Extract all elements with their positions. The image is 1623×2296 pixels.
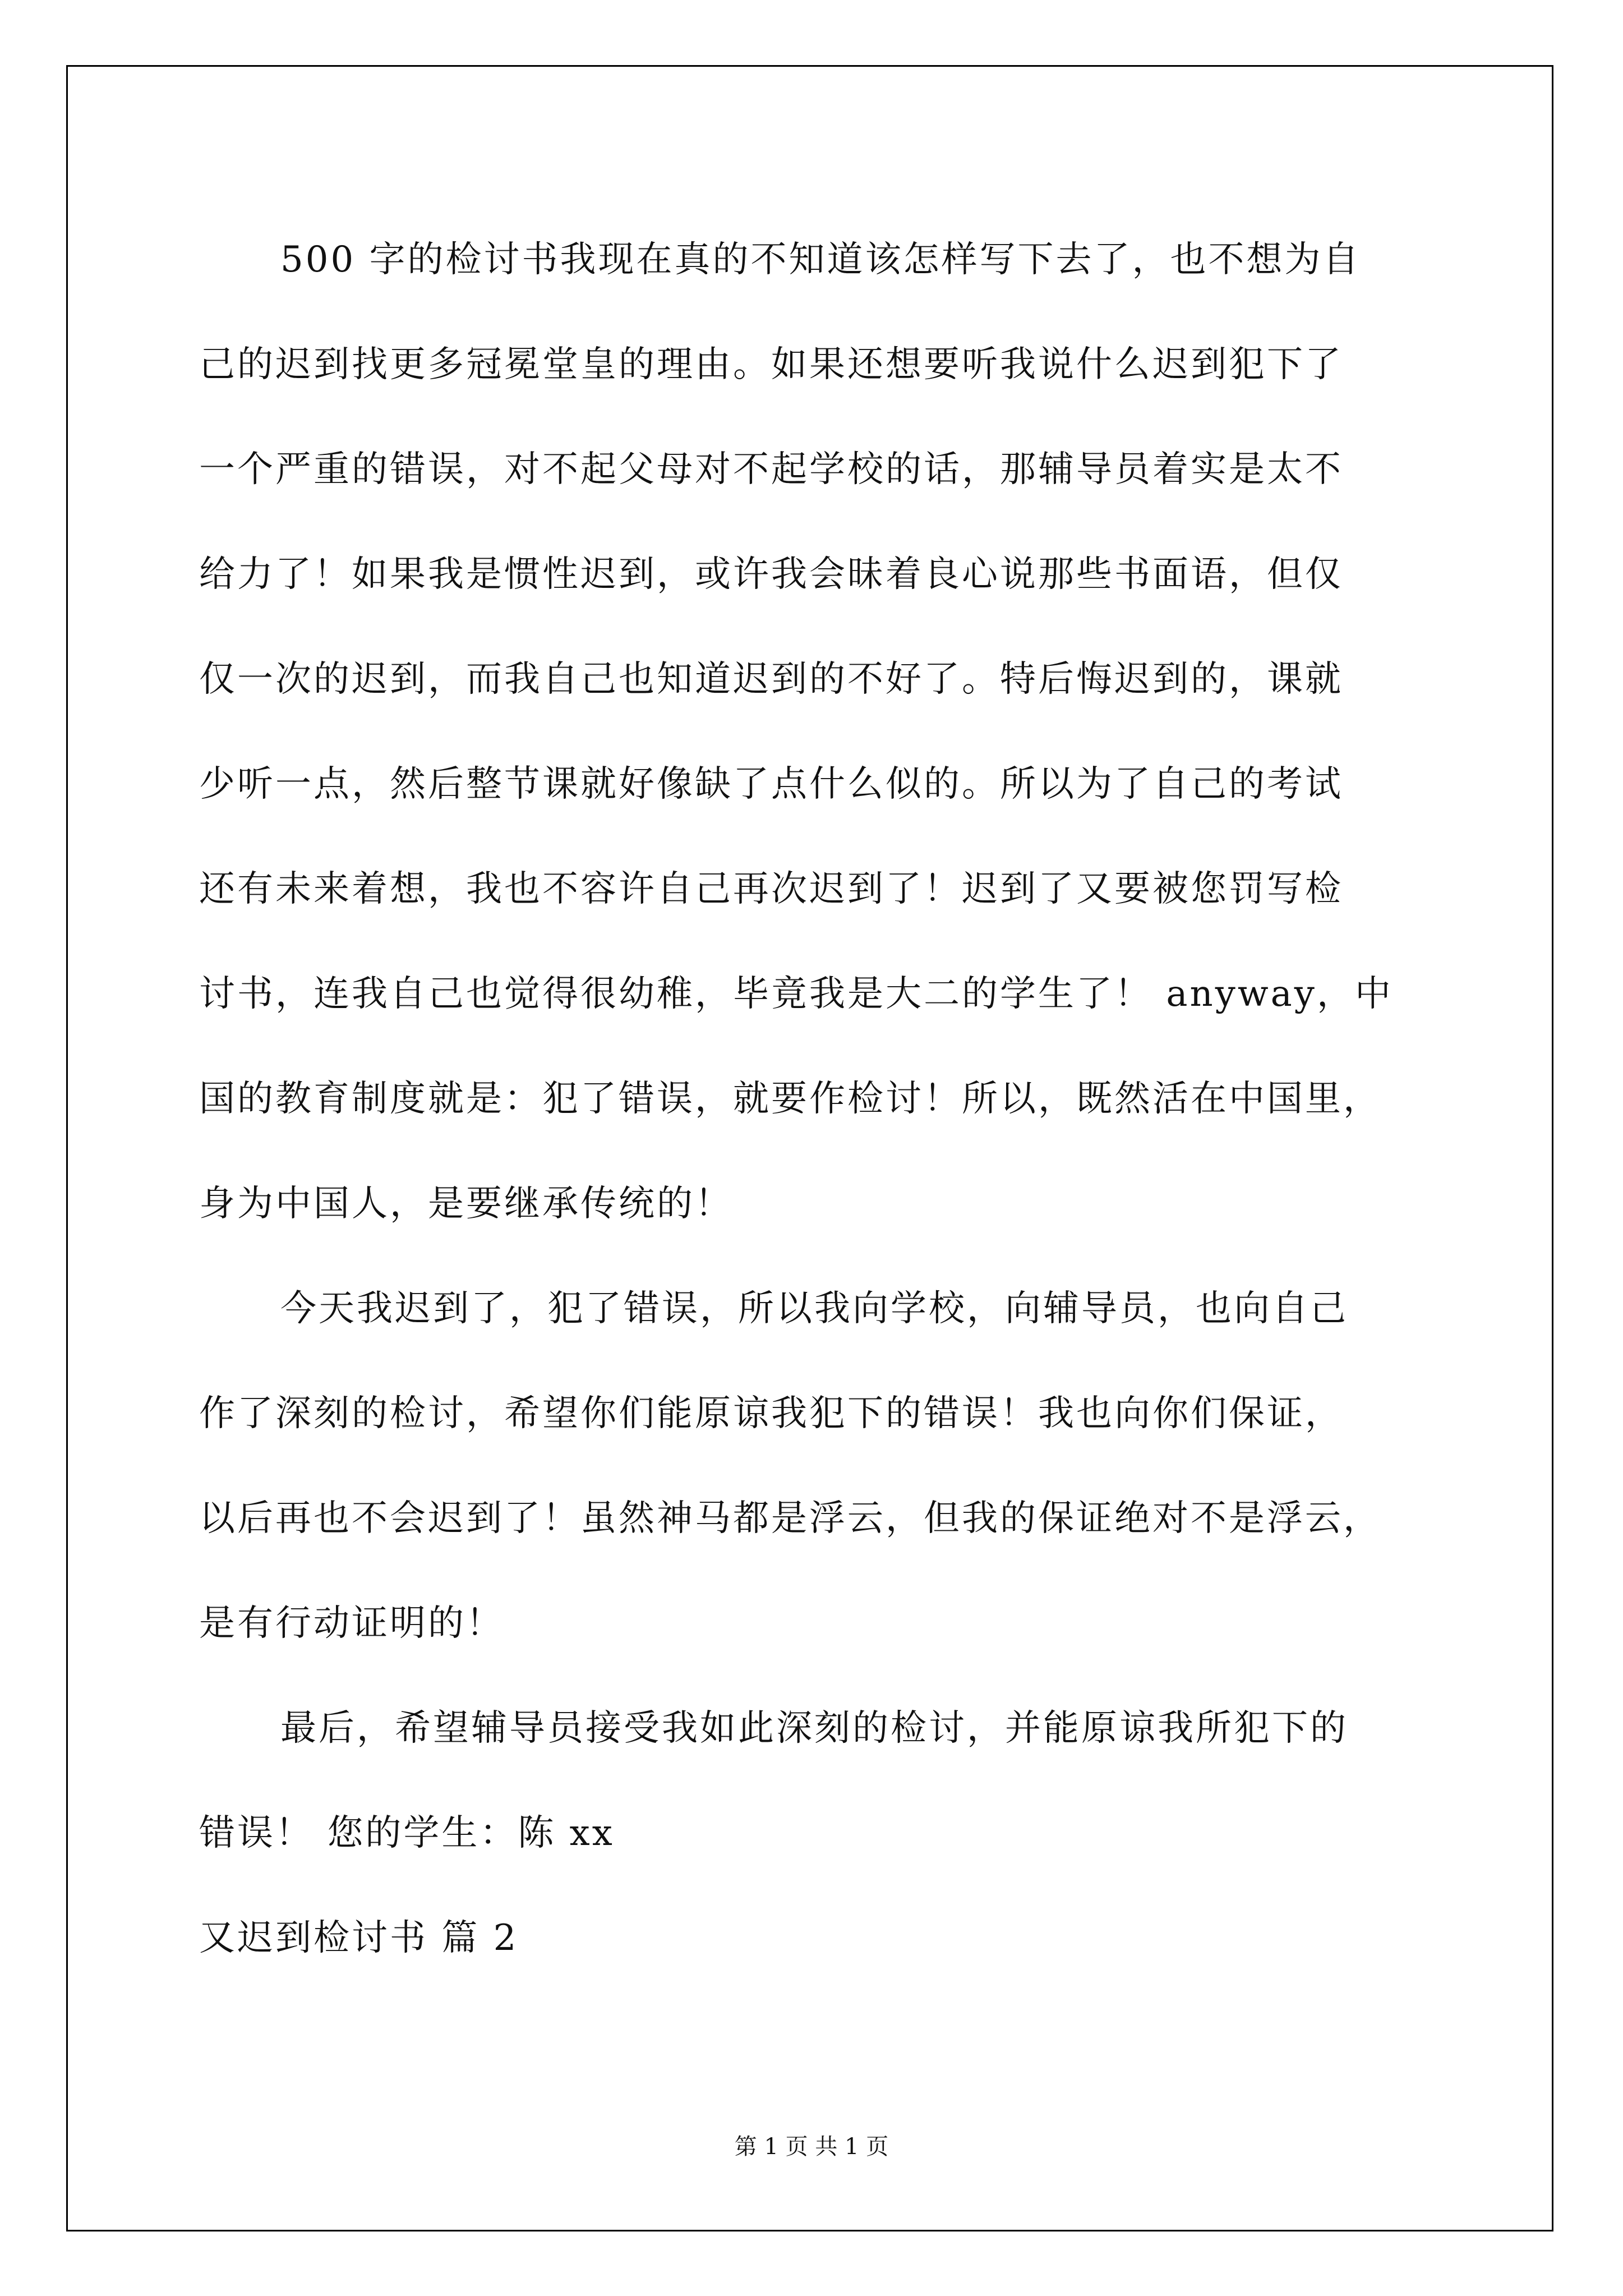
text-line: 作了深刻的检讨，希望你们能原谅我犯下的错误！我也向你们保证， (199, 1393, 1343, 1434)
text-line: 仅一次的迟到，而我自己也知道迟到的不好了。特后悔迟到的，课就 (199, 659, 1343, 700)
text-line: 给力了！如果我是惯性迟到，或许我会昧着良心说那些书面语，但仅 (199, 554, 1343, 595)
page-footer: 第 1 页 共 1 页 (734, 2134, 889, 2160)
section-heading: 又迟到检讨书 篇 2 (199, 1917, 519, 1959)
paragraph (199, 1257, 1455, 1676)
text-line: 最后，希望辅导员接受我如此深刻的检讨，并能原谅我所犯下的 (280, 1708, 1348, 1749)
text-line: 是有行动证明的！ (199, 1603, 504, 1644)
text-line: 国的教育制度就是：犯了错误，就要作检讨！所以，既然活在中国里， (199, 1078, 1381, 1120)
text-line: 己的迟到找更多冠冕堂皇的理由。如果还想要听我说什么迟到犯下了 (199, 344, 1343, 385)
paragraph (199, 208, 1455, 1257)
text-line: 一个严重的错误，对不起父母对不起学校的话，那辅导员着实是太不 (199, 449, 1343, 490)
document-body (199, 208, 1455, 1991)
text-line: 身为中国人，是要继承传统的！ (199, 1183, 733, 1225)
text-line: 500 字的检讨书我现在真的不知道该怎样写下去了，也不想为自 (280, 239, 1361, 280)
text-line: 讨书，连我自己也觉得很幼稚，毕竟我是大二的学生了！ anyway，中 (199, 973, 1393, 1015)
paragraph (199, 1676, 1455, 1886)
text-line: 还有未来着想，我也不容许自己再次迟到了！迟到了又要被您罚写检 (199, 868, 1343, 910)
text-line: 今天我迟到了，犯了错误，所以我向学校，向辅导员，也向自己 (280, 1288, 1348, 1329)
text-line: 少听一点，然后整节课就好像缺了点什么似的。所以为了自己的考试 (199, 763, 1343, 805)
text-line: 以后再也不会迟到了！虽然神马都是浮云，但我的保证绝对不是浮云， (199, 1498, 1381, 1539)
text-line: 错误！ 您的学生：陈 xx (199, 1812, 615, 1854)
